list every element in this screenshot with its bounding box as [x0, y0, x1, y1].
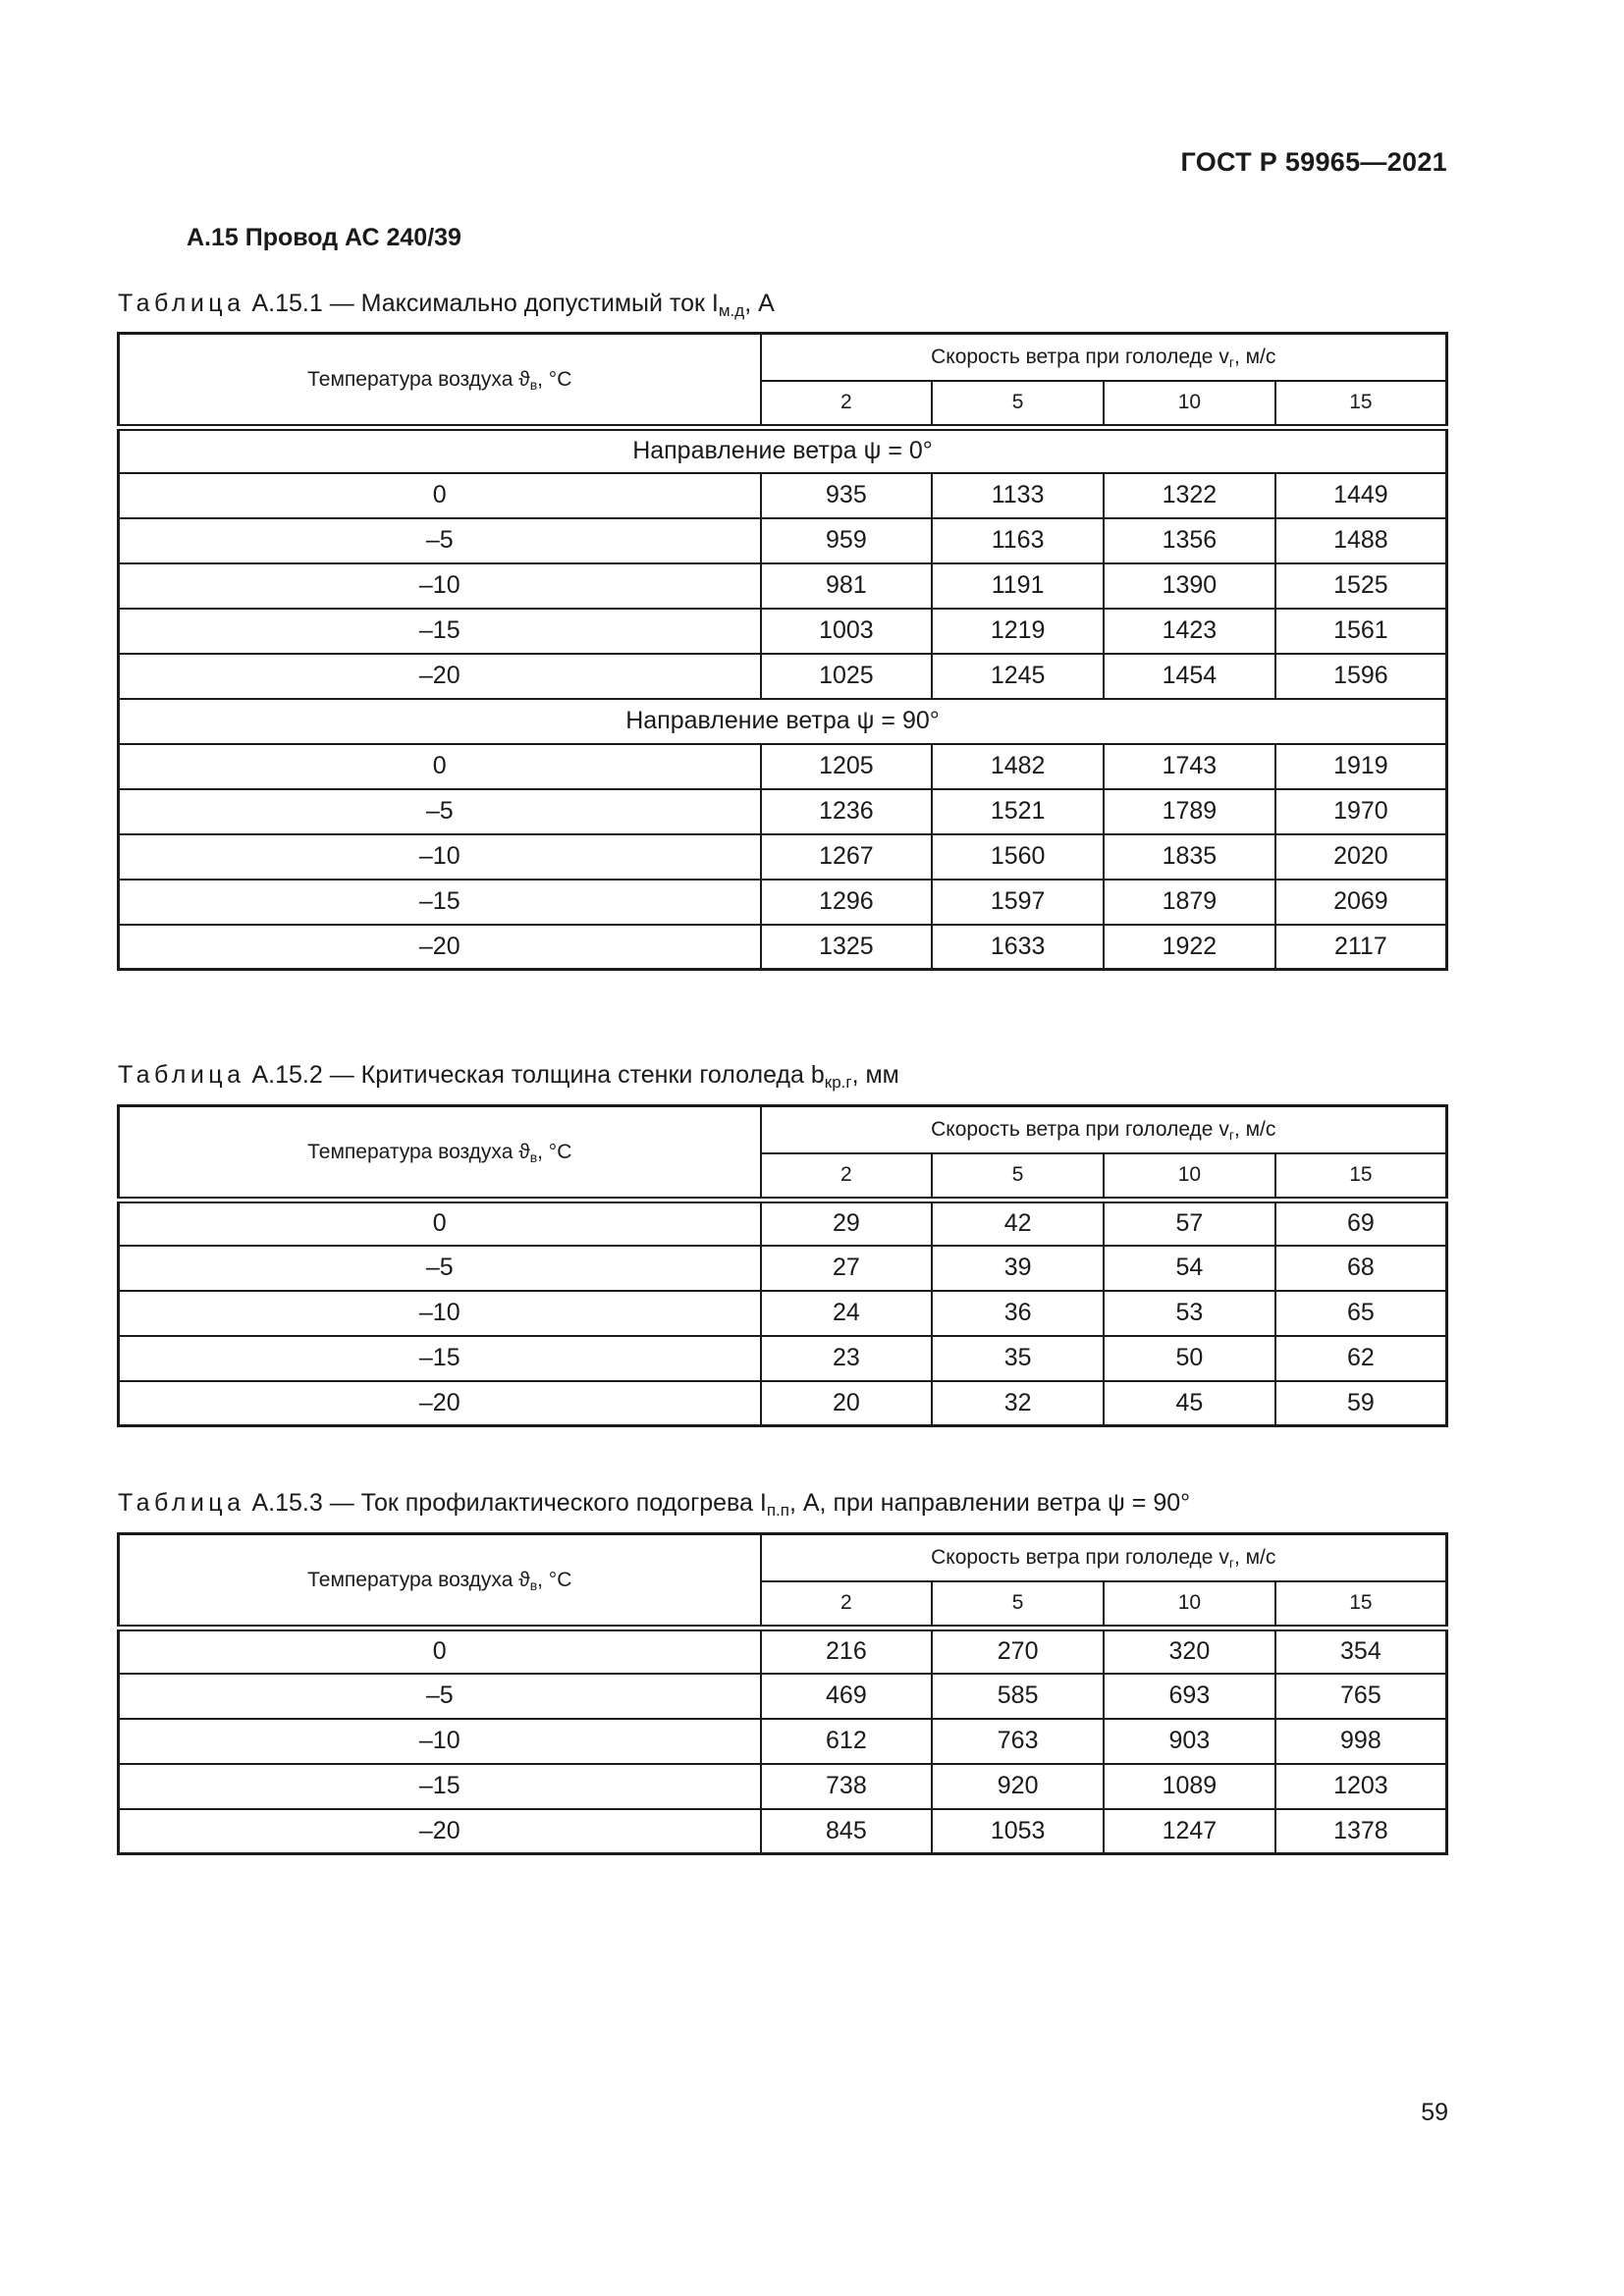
table-cell: 612 — [761, 1719, 933, 1764]
table-cell: –5 — [119, 1246, 761, 1291]
table-cell: 1325 — [761, 925, 933, 970]
table-cell: 0 — [119, 744, 761, 789]
table-cell: 585 — [932, 1674, 1104, 1719]
table1-caption-text: А.15.1 — Максимально допустимый ток I — [251, 290, 719, 317]
table3-caption-text: А.15.3 — Ток профилактического подогрева I — [251, 1489, 767, 1517]
table-cell: 65 — [1275, 1291, 1447, 1336]
table-row — [119, 1719, 1447, 1764]
table-cell: –5 — [119, 1674, 761, 1719]
table-row — [119, 744, 1447, 789]
table-cell: 1970 — [1275, 789, 1447, 834]
table-cell: –10 — [119, 1291, 761, 1336]
table-cell: 1247 — [1104, 1809, 1275, 1854]
table-cell: –5 — [119, 789, 761, 834]
table-cell: 36 — [932, 1291, 1104, 1336]
table1-caption-sub: м.д — [718, 301, 745, 320]
table-row — [119, 834, 1447, 880]
table-cell: –5 — [119, 518, 761, 563]
table-cell: 1743 — [1104, 744, 1275, 789]
table-cell: 738 — [761, 1764, 933, 1809]
table-cell: 27 — [761, 1246, 933, 1291]
table-cell: 62 — [1275, 1336, 1447, 1381]
table-cell: 845 — [761, 1809, 933, 1854]
table-cell: 1390 — [1104, 563, 1275, 609]
temperature-header: Температура воздуха $ϑ_в$, °C — [119, 1534, 761, 1629]
table-cell: 270 — [932, 1629, 1104, 1674]
table-cell: 1133 — [932, 473, 1104, 518]
table-row — [119, 654, 1447, 699]
table-cell: 35 — [932, 1336, 1104, 1381]
table2-caption-word: Таблица — [118, 1061, 245, 1089]
table-cell: 959 — [761, 518, 933, 563]
speed-col-header: 5 — [932, 1153, 1104, 1201]
table-row — [119, 1246, 1447, 1291]
document-code: ГОСТ Р 59965—2021 — [1180, 147, 1447, 177]
table-cell: 32 — [932, 1381, 1104, 1426]
table-cell: 69 — [1275, 1201, 1447, 1246]
speed-col-header: 15 — [1275, 1581, 1447, 1629]
table-row — [119, 789, 1447, 834]
table-cell: 1789 — [1104, 789, 1275, 834]
table-cell: 469 — [761, 1674, 933, 1719]
section-title: А.15 Провод АС 240/39 — [187, 224, 461, 251]
table-cell: 2117 — [1275, 925, 1447, 970]
table-cell: 45 — [1104, 1381, 1275, 1426]
table-cell: 1482 — [932, 744, 1104, 789]
table-cell: 50 — [1104, 1336, 1275, 1381]
table-cell: 24 — [761, 1291, 933, 1336]
table-cell: 320 — [1104, 1629, 1275, 1674]
table-cell: 59 — [1275, 1381, 1447, 1426]
table3-caption — [118, 1489, 1190, 1518]
table-cell: –15 — [119, 1336, 761, 1381]
wind-speed-header: Скорость ветра при гололеде $v_г$, м/с — [761, 1106, 1447, 1153]
table2-caption-text: А.15.2 — Критическая толщина стенки гололеда b — [251, 1061, 825, 1089]
table-cell: –15 — [119, 1764, 761, 1809]
table-cell: 1596 — [1275, 654, 1447, 699]
table-row — [119, 518, 1447, 563]
table2-caption — [118, 1061, 899, 1090]
table-cell: 1267 — [761, 834, 933, 880]
temperature-header: Температура воздуха $ϑ_в$, °C — [119, 1106, 761, 1201]
table-cell: –10 — [119, 563, 761, 609]
table-cell: 981 — [761, 563, 933, 609]
table-row — [119, 1629, 1447, 1674]
table-cell: 903 — [1104, 1719, 1275, 1764]
table-cell: 0 — [119, 1629, 761, 1674]
table-cell: 763 — [932, 1719, 1104, 1764]
wind-speed-header: Скорость ветра при гололеде $v_г$, м/с — [761, 1534, 1447, 1581]
table-row — [119, 925, 1447, 970]
table-cell: 39 — [932, 1246, 1104, 1291]
table1-caption — [118, 290, 775, 318]
speed-col-header: 10 — [1104, 1153, 1275, 1201]
table-cell: 2020 — [1275, 834, 1447, 880]
table-cell: 1423 — [1104, 609, 1275, 654]
table-cell: 29 — [761, 1201, 933, 1246]
table-cell: 23 — [761, 1336, 933, 1381]
table-cell: 1163 — [932, 518, 1104, 563]
table-preventive-heating-current — [117, 1532, 1448, 1855]
table-cell: 1597 — [932, 880, 1104, 925]
table-cell: 0 — [119, 1201, 761, 1246]
table-row — [119, 1201, 1447, 1246]
table-row — [119, 1809, 1447, 1854]
table-cell: 68 — [1275, 1246, 1447, 1291]
table-cell: 920 — [932, 1764, 1104, 1809]
table-cell: 1488 — [1275, 518, 1447, 563]
table-cell: 1922 — [1104, 925, 1275, 970]
table1-caption-tail: , А — [744, 290, 775, 317]
table-cell: 1521 — [932, 789, 1104, 834]
speed-col-header: 5 — [932, 1581, 1104, 1629]
table-cell: 57 — [1104, 1201, 1275, 1246]
table-cell: 1236 — [761, 789, 933, 834]
table3-caption-sub: п.п — [766, 1501, 789, 1520]
table-cell: 42 — [932, 1201, 1104, 1246]
speed-col-header: 15 — [1275, 381, 1447, 428]
table-cell: 54 — [1104, 1246, 1275, 1291]
table-cell: 1356 — [1104, 518, 1275, 563]
table-row — [119, 1336, 1447, 1381]
table-cell: –15 — [119, 880, 761, 925]
table-cell: 1835 — [1104, 834, 1275, 880]
table-cell: –20 — [119, 1809, 761, 1854]
table-cell: –10 — [119, 1719, 761, 1764]
table-row — [119, 473, 1447, 518]
table-cell: 765 — [1275, 1674, 1447, 1719]
wind-direction-90-row: Направление ветра ψ = 90° — [119, 699, 1447, 744]
table-cell: 1296 — [761, 880, 933, 925]
table-row — [119, 1291, 1447, 1336]
speed-col-header: 2 — [761, 1153, 933, 1201]
speed-col-header: 5 — [932, 381, 1104, 428]
speed-col-header: 2 — [761, 381, 933, 428]
table-cell: 1003 — [761, 609, 933, 654]
table-cell: 1089 — [1104, 1764, 1275, 1809]
table-cell: –20 — [119, 925, 761, 970]
table2-caption-sub: кр.г — [824, 1073, 852, 1092]
wind-direction-0-row: Направление ветра ψ = 0° — [119, 428, 1447, 473]
table3-caption-tail: , А, при направлении ветра ψ = 90° — [788, 1489, 1191, 1517]
speed-col-header: 10 — [1104, 1581, 1275, 1629]
table-cell: 1449 — [1275, 473, 1447, 518]
table-cell: 1245 — [932, 654, 1104, 699]
table-cell: 1053 — [932, 1809, 1104, 1854]
table-cell: 1219 — [932, 609, 1104, 654]
table-cell: 20 — [761, 1381, 933, 1426]
table-row — [119, 1381, 1447, 1426]
table-cell: 1454 — [1104, 654, 1275, 699]
table-cell: 1919 — [1275, 744, 1447, 789]
table-cell: 53 — [1104, 1291, 1275, 1336]
table1-caption-word: Таблица — [118, 290, 245, 317]
page-number: 59 — [1421, 2099, 1448, 2126]
table-cell: 1879 — [1104, 880, 1275, 925]
table-critical-ice-thickness — [117, 1104, 1448, 1427]
table-cell: 2069 — [1275, 880, 1447, 925]
table-cell: 935 — [761, 473, 933, 518]
table-cell: –15 — [119, 609, 761, 654]
speed-col-header: 10 — [1104, 381, 1275, 428]
wind-speed-header: Скорость ветра при гололеде $v_г$, м/с — [761, 334, 1447, 381]
table2-caption-tail: , мм — [851, 1061, 899, 1089]
table-row — [119, 880, 1447, 925]
speed-col-header: 2 — [761, 1581, 933, 1629]
table-cell: 1378 — [1275, 1809, 1447, 1854]
speed-col-header: 15 — [1275, 1153, 1447, 1201]
table-cell: 1191 — [932, 563, 1104, 609]
table-cell: 0 — [119, 473, 761, 518]
table-cell: 1025 — [761, 654, 933, 699]
temperature-header: Температура воздуха $ϑ_в$, °C — [119, 334, 761, 428]
table-cell: 1561 — [1275, 609, 1447, 654]
table-cell: 216 — [761, 1629, 933, 1674]
table-cell: 998 — [1275, 1719, 1447, 1764]
table-cell: 1205 — [761, 744, 933, 789]
table-cell: –20 — [119, 654, 761, 699]
table3-caption-word: Таблица — [118, 1489, 245, 1517]
table-cell: 1203 — [1275, 1764, 1447, 1809]
table-cell: 1525 — [1275, 563, 1447, 609]
table-cell: 1633 — [932, 925, 1104, 970]
table-row — [119, 563, 1447, 609]
table-cell: –20 — [119, 1381, 761, 1426]
table-row — [119, 1674, 1447, 1719]
table-cell: –10 — [119, 834, 761, 880]
table-max-current — [117, 332, 1448, 971]
table-row — [119, 1764, 1447, 1809]
table-row — [119, 609, 1447, 654]
table-cell: 1322 — [1104, 473, 1275, 518]
table-cell: 1560 — [932, 834, 1104, 880]
table-cell: 693 — [1104, 1674, 1275, 1719]
table-cell: 354 — [1275, 1629, 1447, 1674]
